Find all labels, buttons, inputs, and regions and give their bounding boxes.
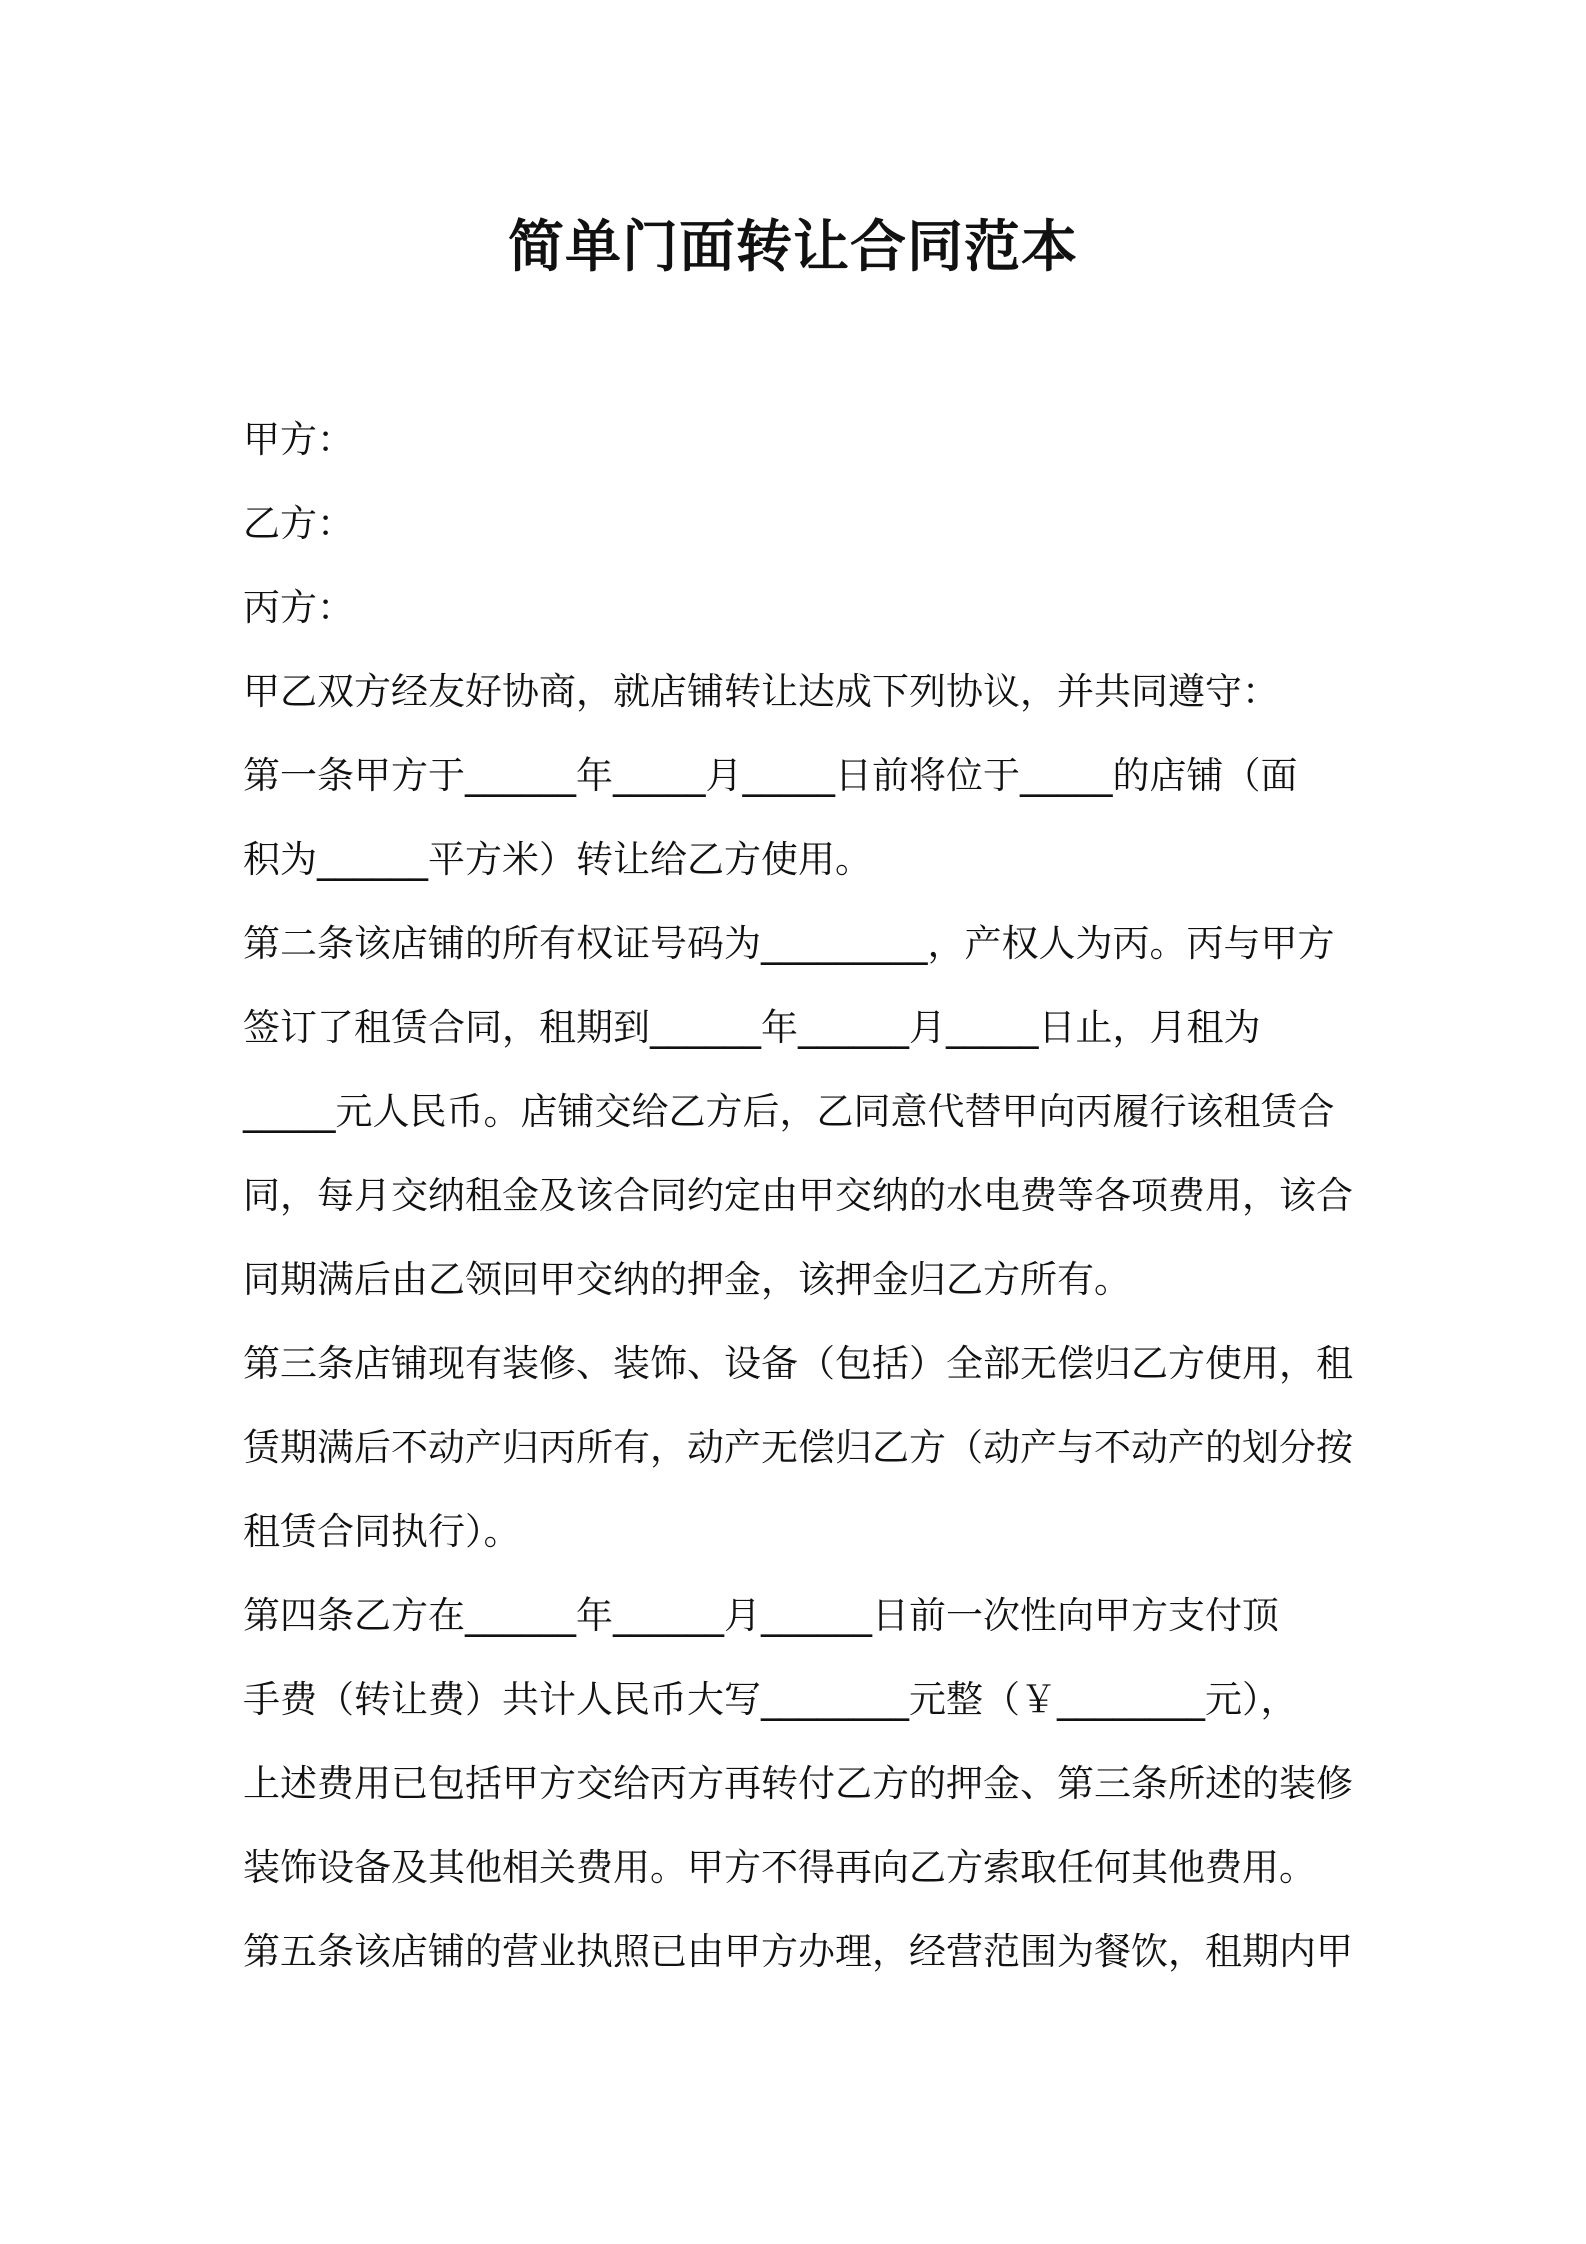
article2-line1: 第二条该店铺的所有权证号码为_________，产权人为丙。丙与甲方: [243, 922, 1335, 965]
article4-line1: 第四条乙方在______年______月______日前一次性向甲方支付顶: [243, 1594, 1279, 1637]
article2-line3: _____元人民币。店铺交给乙方后，乙同意代替甲向丙履行该租赁合: [243, 1090, 1335, 1133]
party-c-line: 丙方：: [243, 586, 354, 629]
document-title: 简单门面转让合同范本: [508, 215, 1078, 280]
article3-line1: 第三条店铺现有装修、装饰、设备（包括）全部无偿归乙方使用，租: [243, 1342, 1353, 1385]
intro-line: 甲乙双方经友好协商，就店铺转让达成下列协议，并共同遵守：: [243, 670, 1279, 713]
article4-line4: 装饰设备及其他相关费用。甲方不得再向乙方索取任何其他费用。: [243, 1846, 1316, 1889]
article2-line2: 签订了租赁合同，租期到______年______月_____日止，月租为: [243, 1006, 1261, 1049]
document-body: [243, 398, 1353, 1994]
article1-line2: 积为______平方米）转让给乙方使用。: [243, 838, 872, 881]
article5-line1: 第五条该店铺的营业执照已由甲方办理，经营范围为餐饮，租期内甲: [243, 1930, 1353, 1973]
article4-line2: 手费（转让费）共计人民币大写________元整（￥________元），: [243, 1678, 1298, 1721]
article3-line2: 赁期满后不动产归丙所有，动产无偿归乙方（动产与不动产的划分按: [243, 1426, 1353, 1469]
article4-line3: 上述费用已包括甲方交给丙方再转付乙方的押金、第三条所述的装修: [243, 1762, 1353, 1805]
party-b-line: 乙方：: [243, 502, 354, 545]
article2-line4: 同，每月交纳租金及该合同约定由甲交纳的水电费等各项费用，该合: [243, 1174, 1353, 1217]
article1-line1: 第一条甲方于______年_____月_____日前将位于_____的店铺（面: [243, 754, 1298, 797]
article2-line5: 同期满后由乙领回甲交纳的押金，该押金归乙方所有。: [243, 1258, 1131, 1301]
article3-line3: 租赁合同执行）。: [243, 1510, 521, 1553]
party-a-line: 甲方：: [243, 418, 354, 461]
